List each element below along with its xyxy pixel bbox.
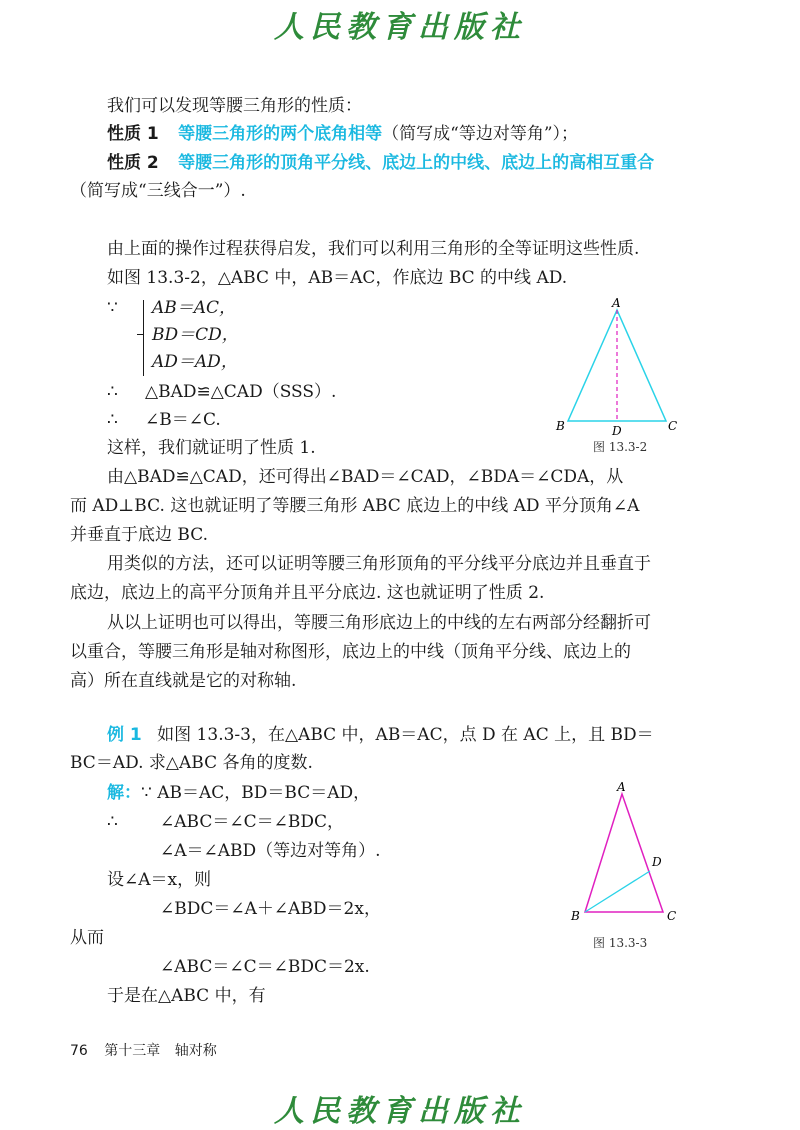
proof-line-3: 这样，我们就证明了性质 1. [107, 438, 316, 458]
example-1-line-2: BC＝AD. 求△ABC 各角的度数. [70, 753, 313, 773]
point-d-label: D [652, 855, 662, 869]
solution-line-2: ∠ABC＝∠C＝∠BDC， [160, 812, 344, 832]
proof-line-8: 底边，底边上的高平分顶角并且平分底边. 这也就证明了性质 2. [70, 583, 545, 603]
property-1-label: 性质 1 [107, 124, 159, 144]
proof-line-2: 如图 13.3-2，△ABC 中，AB＝AC，作底边 BC 的中线 AD. [107, 268, 568, 288]
solution-line-1 [107, 782, 370, 804]
example-1-label: 例 1 [107, 725, 142, 745]
conclusion-2: ∠B＝∠C. [145, 410, 221, 430]
triangle-abc [585, 794, 663, 912]
solution-line-5: ∠BDC＝∠A＋∠ABD＝2x， [160, 899, 381, 919]
solution-line-3: ∠A＝∠ABD（等边对等角）. [160, 841, 381, 861]
vertex-a-label: A [612, 296, 621, 310]
therefore-symbol-2: ∴ [107, 410, 118, 430]
because-symbol: ∵ [107, 298, 118, 318]
example-1-line-1 [107, 724, 654, 746]
proof-line-5: 而 AD⊥BC. 这也就证明了等腰三角形 ABC 底边上的中线 AD 平分顶角∠A [70, 496, 640, 516]
page-number: 76 [70, 1043, 88, 1059]
properties-intro: 我们可以发现等腰三角形的性质： [107, 96, 362, 116]
vertex-a-label: A [617, 780, 626, 794]
vertex-b-label: B [571, 909, 580, 923]
proof-line-7: 用类似的方法，还可以证明等腰三角形顶角的平分线平分底边并且垂直于 [107, 554, 651, 574]
condition-2: BD＝CD， [152, 325, 239, 345]
page-footer [70, 1040, 217, 1060]
property-1-note: （简写成“等边对等角”）； [382, 124, 579, 144]
therefore-symbol-1: ∴ [107, 382, 118, 402]
point-d-label: D [612, 424, 622, 438]
proof-line-11: 高）所在直线就是它的对称轴. [70, 671, 297, 691]
solution-line-6: 从而 [70, 928, 104, 948]
example-1-question: 如图 13.3-3，在△ABC 中，AB＝AC，点 D 在 AC 上，且 BD＝ [157, 725, 654, 745]
figure-13-3-2-caption: 图 13.3-2 [593, 440, 648, 454]
property-2-note: （简写成“三线合一”）. [70, 181, 246, 201]
conclusion-1: △BAD≌△CAD（SSS）. [145, 382, 337, 402]
solution-line-4: 设∠A＝x，则 [107, 870, 212, 890]
publisher-logo-top: 人民教育出版社 [274, 10, 526, 45]
publisher-logo-bottom: 人民教育出版社 [274, 1094, 526, 1129]
proof-line-1: 由上面的操作过程获得启发，我们可以利用三角形的全等证明这些性质. [107, 239, 640, 259]
chapter-number: 第十三章 [104, 1043, 161, 1059]
figure-13-3-3 [565, 778, 695, 928]
condition-1: AB＝AC， [152, 298, 237, 318]
proof-line-4: 由△BAD≌△CAD，还可得出∠BAD＝∠CAD，∠BDA＝∠CDA，从 [107, 467, 624, 487]
property-2 [107, 152, 654, 174]
property-1 [107, 123, 578, 145]
proof-line-6: 并垂直于底边 BC. [70, 525, 209, 545]
segment-bd [585, 871, 650, 912]
figure-13-3-2 [550, 296, 690, 456]
property-1-text: 等腰三角形的两个底角相等 [178, 124, 383, 144]
property-2-text: 等腰三角形的顶角平分线、底边上的中线、底边上的高相互重合 [178, 153, 655, 173]
vertex-c-label: C [667, 909, 677, 923]
vertex-b-label: B [556, 419, 565, 433]
figure-13-3-3-caption: 图 13.3-3 [593, 936, 648, 950]
proof-line-10: 以重合，等腰三角形是轴对称图形，底边上的中线（顶角平分线、底边上的 [70, 642, 631, 662]
solution-given: ∵ AB＝AC，BD＝BC＝AD， [141, 783, 371, 803]
solution-label: 解： [107, 783, 141, 803]
solution-line-8: 于是在△ABC 中，有 [107, 986, 266, 1006]
condition-brace [143, 300, 152, 376]
chapter-title: 轴对称 [174, 1043, 217, 1059]
condition-3: AD＝AD， [152, 352, 238, 372]
property-2-label: 性质 2 [107, 153, 159, 173]
solution-therefore: ∴ [107, 812, 118, 832]
proof-line-9: 从以上证明也可以得出，等腰三角形底边上的中线的左右两部分经翻折可 [107, 613, 651, 633]
vertex-c-label: C [668, 419, 678, 433]
condition-brace-tip [137, 334, 144, 335]
solution-line-7: ∠ABC＝∠C＝∠BDC＝2x. [160, 957, 370, 977]
